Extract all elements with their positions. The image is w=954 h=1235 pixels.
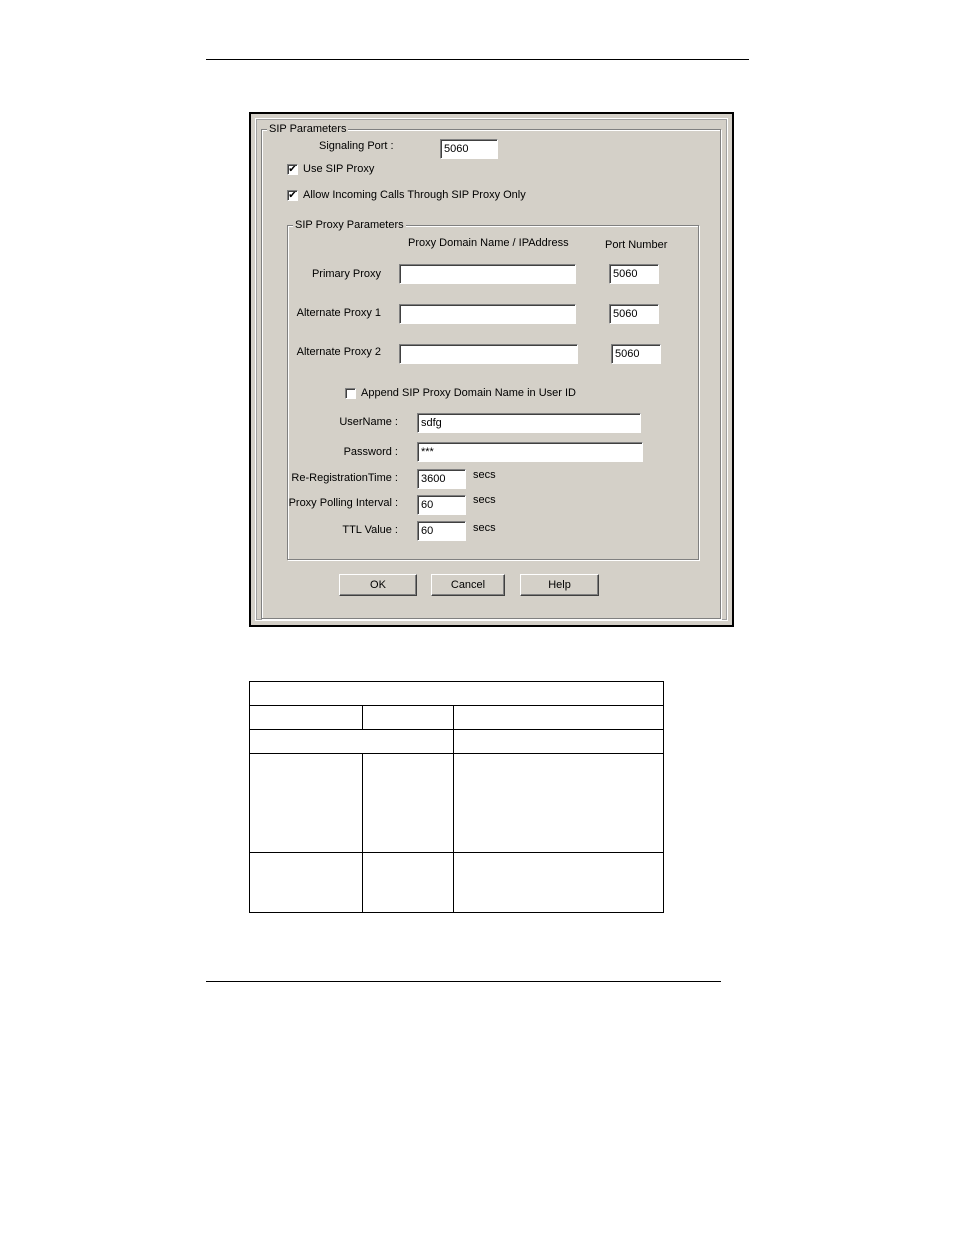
sip-parameters-group-title: SIP Parameters <box>269 123 347 135</box>
allow-incoming-checkbox[interactable]: ✔ <box>288 190 297 201</box>
table-cell <box>250 730 454 754</box>
alternate-proxy-2-port-input[interactable]: 5060 <box>611 344 661 364</box>
table-cell <box>454 853 664 913</box>
reregistration-input[interactable]: 3600 <box>417 469 466 489</box>
table-row <box>250 754 664 853</box>
ttl-value-input[interactable]: 60 <box>417 521 466 541</box>
table-cell <box>454 730 664 754</box>
use-sip-proxy-checkbox[interactable]: ✔ <box>288 164 297 175</box>
table-cell <box>250 853 363 913</box>
table-cell <box>250 754 363 853</box>
username-input[interactable]: sdfg <box>417 413 641 433</box>
use-sip-proxy-label[interactable]: Use SIP Proxy <box>303 163 375 175</box>
proxy-domain-column-header: Proxy Domain Name / IPAddress <box>408 237 569 249</box>
table-cell <box>454 754 664 853</box>
table-title-row <box>250 682 664 706</box>
username-label: UserName : <box>339 416 398 428</box>
append-domain-checkbox[interactable] <box>345 388 356 399</box>
alternate-proxy-2-label: Alternate Proxy 2 <box>296 346 381 358</box>
alternate-proxy-2-domain-input[interactable] <box>399 344 578 364</box>
ttl-value-unit: secs <box>473 522 496 534</box>
alternate-proxy-1-domain-input[interactable] <box>399 304 576 324</box>
table-cell <box>454 706 664 730</box>
signaling-port-input[interactable]: 5060 <box>440 139 498 159</box>
alternate-proxy-1-label: Alternate Proxy 1 <box>296 307 381 319</box>
allow-incoming-label[interactable]: Allow Incoming Calls Through SIP Proxy Only <box>303 189 526 201</box>
port-number-column-header: Port Number <box>605 239 668 251</box>
polling-interval-input[interactable]: 60 <box>417 495 466 515</box>
signaling-port-label: Signaling Port : <box>319 140 394 152</box>
password-input[interactable]: *** <box>417 442 643 462</box>
empty-parameter-table <box>249 681 664 913</box>
bottom-rule <box>206 981 721 982</box>
ok-button[interactable]: OK <box>339 574 417 596</box>
primary-proxy-port-input[interactable]: 5060 <box>609 264 659 284</box>
table-cell <box>363 853 454 913</box>
sip-proxy-parameters-group-title: SIP Proxy Parameters <box>295 219 404 231</box>
primary-proxy-domain-input[interactable] <box>399 264 576 284</box>
ttl-value-label: TTL Value : <box>342 524 398 536</box>
reregistration-unit: secs <box>473 469 496 481</box>
primary-proxy-label: Primary Proxy <box>311 268 381 280</box>
table-row <box>250 730 664 754</box>
table-header-row <box>250 706 664 730</box>
table-cell <box>250 706 363 730</box>
table-cell <box>363 754 454 853</box>
append-domain-label[interactable]: Append SIP Proxy Domain Name in User ID <box>361 387 576 399</box>
top-rule <box>206 59 749 60</box>
password-label: Password : <box>343 446 398 458</box>
alternate-proxy-1-port-input[interactable]: 5060 <box>609 304 659 324</box>
table-cell <box>363 706 454 730</box>
polling-interval-label: Proxy Polling Interval : <box>288 497 398 509</box>
table-row <box>250 853 664 913</box>
sip-parameters-dialog <box>249 112 734 627</box>
help-button[interactable]: Help <box>520 574 599 596</box>
table-cell <box>250 682 664 706</box>
cancel-button[interactable]: Cancel <box>431 574 505 596</box>
polling-interval-unit: secs <box>473 494 496 506</box>
reregistration-label: Re-RegistrationTime : <box>291 472 398 484</box>
